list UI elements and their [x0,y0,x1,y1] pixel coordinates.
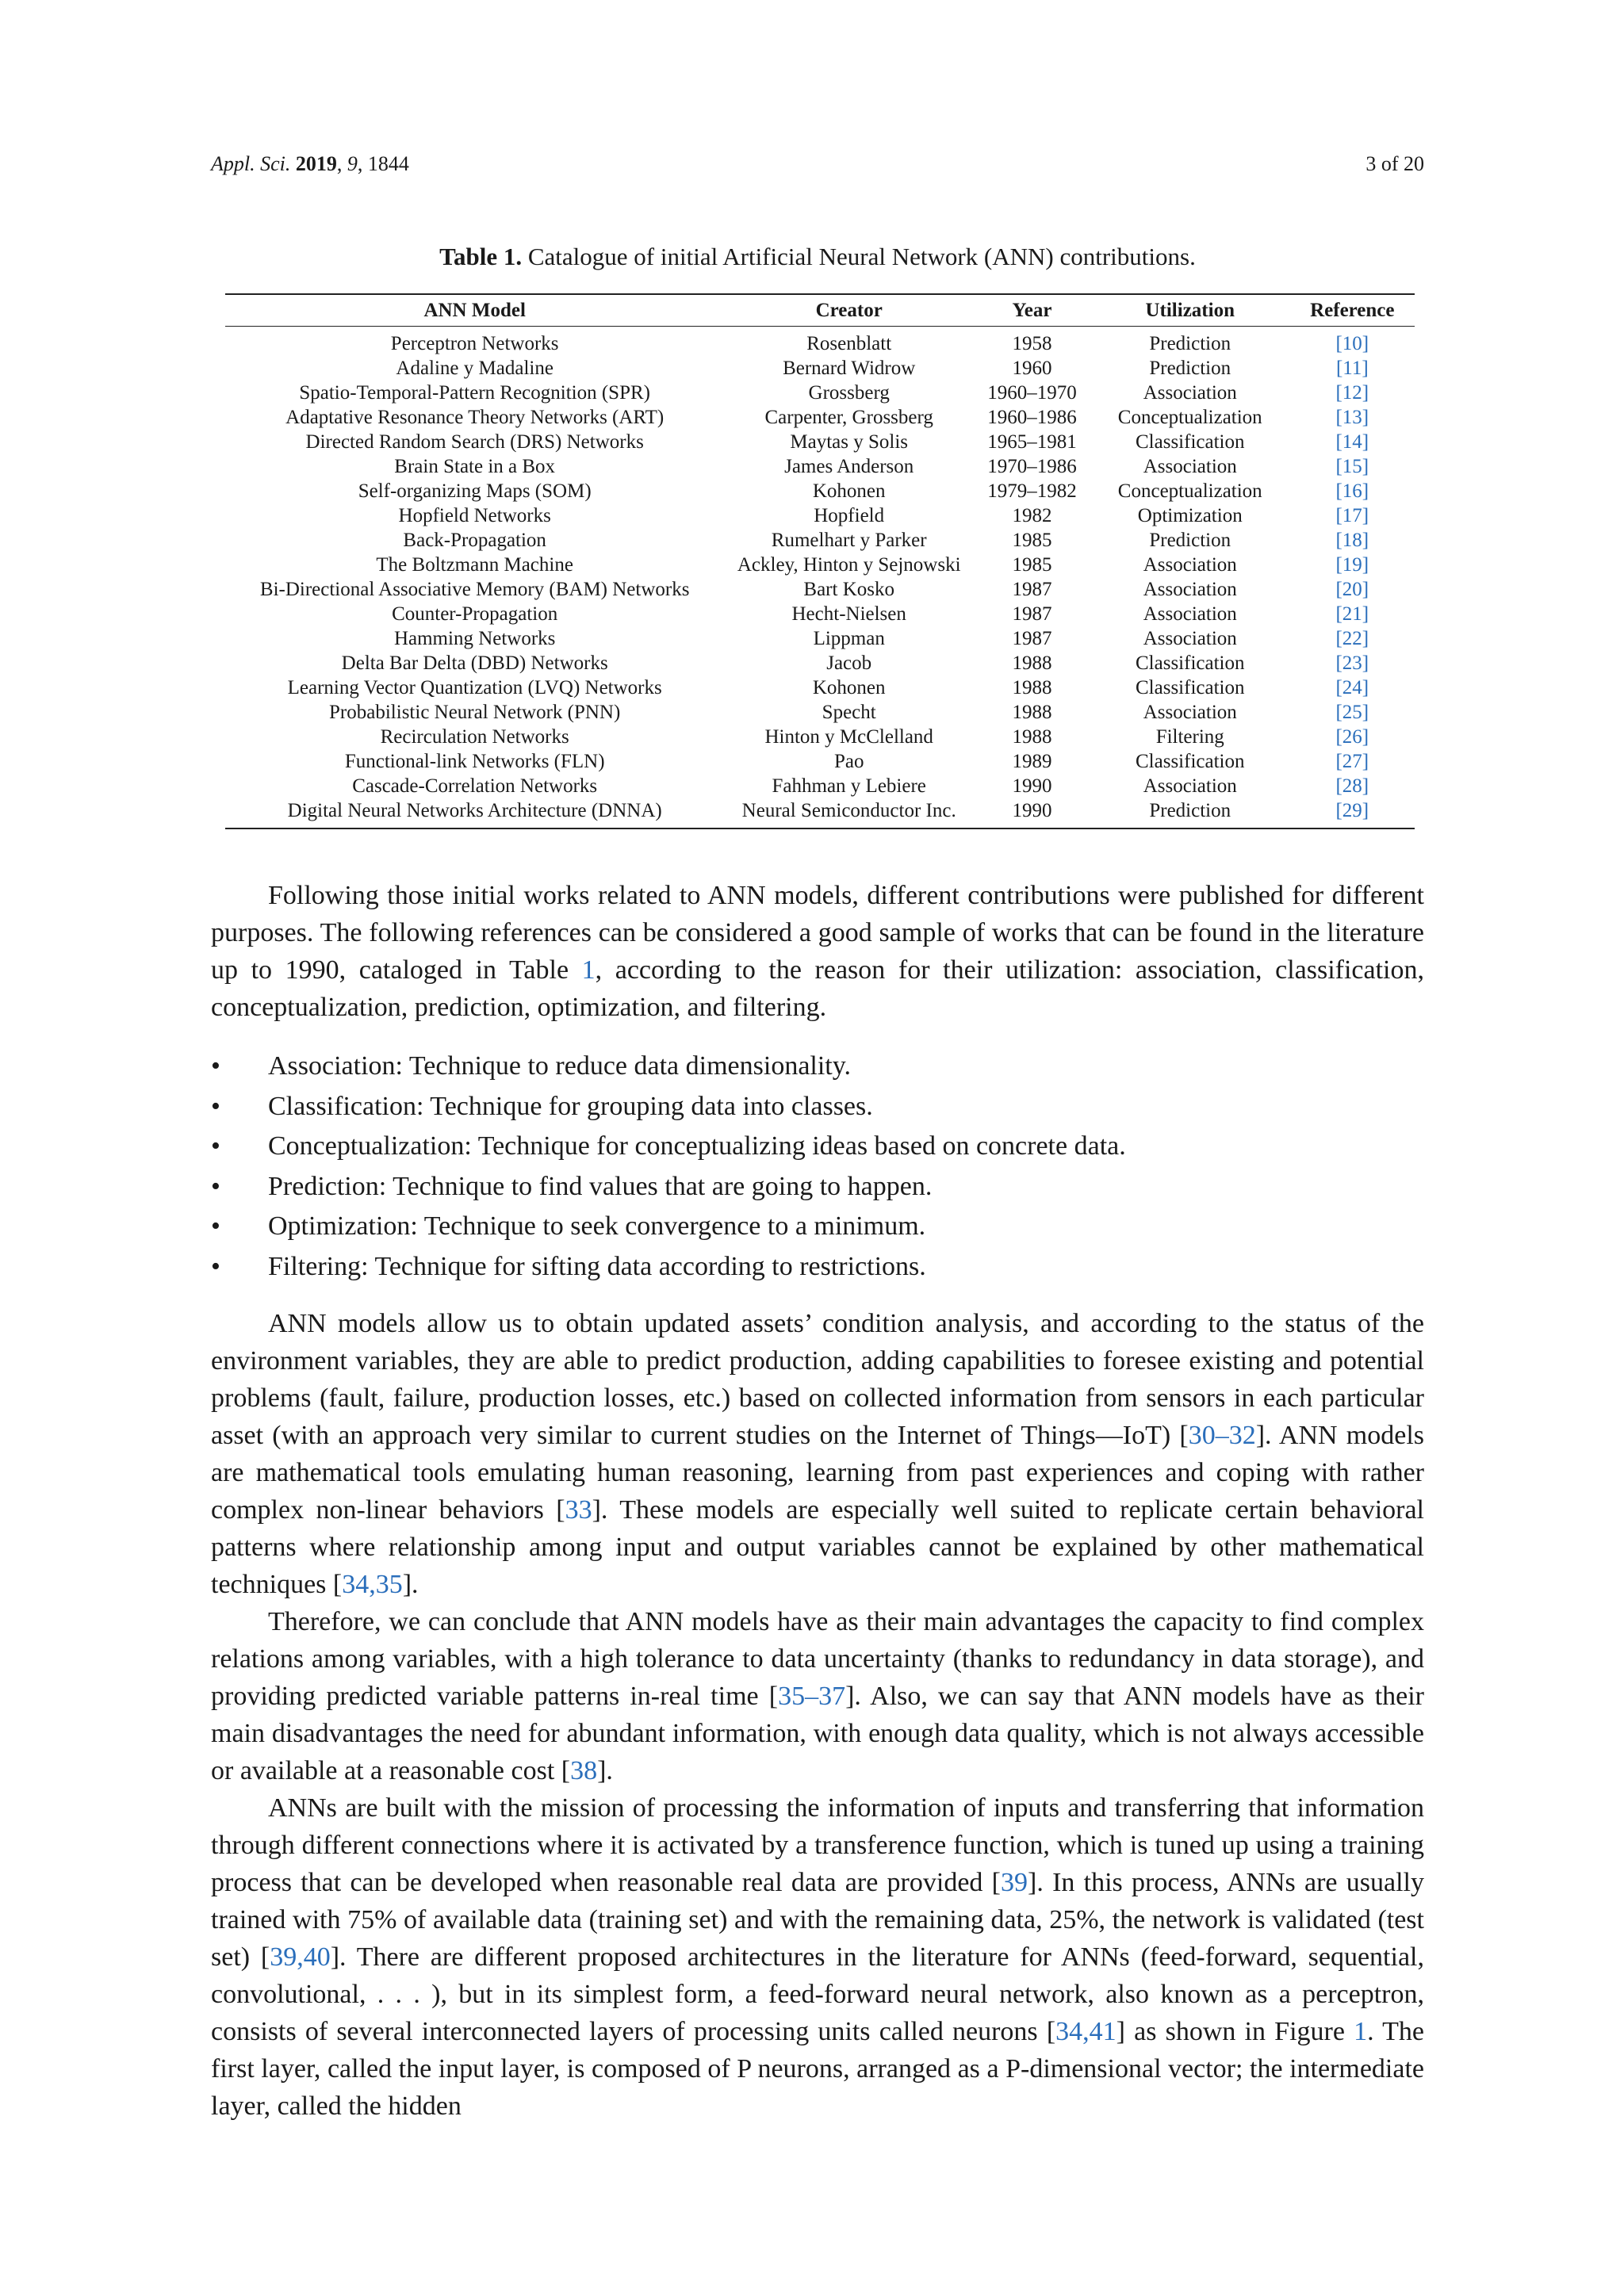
paragraph-text: ] as shown in Figure [1116,2017,1354,2046]
bullet-text: Classification: Technique for grouping data into classes. [268,1091,873,1121]
cell-utilization: Prediction [1149,800,1231,821]
utilization-bullet-list [211,1047,1424,1287]
cell-reference[interactable]: [23] [1335,652,1369,674]
cell-creator: Carpenter, Grossberg [764,407,933,428]
cell-model: Delta Bar Delta (DBD) Networks [341,652,608,674]
cell-creator: Kohonen [812,677,886,698]
journal-volume: 9 [347,152,358,175]
cell-reference[interactable]: [17] [1335,505,1369,526]
table-row [225,577,1415,602]
cell-utilization: Prediction [1149,530,1231,551]
bullet-symbol: • [211,1131,220,1161]
cell-reference[interactable]: [25] [1335,702,1369,723]
cell-reference[interactable]: [16] [1335,480,1369,502]
cell-reference[interactable]: [13] [1335,407,1369,428]
body-paragraphs [211,1305,1424,2125]
cell-utilization: Prediction [1149,358,1231,379]
cell-reference[interactable]: [26] [1335,726,1369,748]
cell-year: 1970–1986 [987,456,1077,477]
cell-utilization: Association [1143,702,1237,723]
cell-creator: Jacob [826,652,872,674]
cell-year: 1965–1981 [987,431,1077,453]
table-row [225,356,1415,381]
cell-creator: Hopfield [814,505,885,526]
cell-model: Counter-Propagation [392,603,558,625]
column-header-model: ANN Model [423,300,526,321]
cell-reference[interactable]: [22] [1335,628,1369,649]
cell-year: 1960–1986 [987,407,1077,428]
cell-year: 1958 [1012,333,1052,354]
table-row [225,798,1415,828]
paragraph-text: Following those initial works related to ANN models, different contributions were published for different purposes. The following references can be considered a good sample of works that can be found in the literature up to 1990, cataloged in Table [211,881,1424,985]
table-row [225,405,1415,430]
ann-contributions-table [225,293,1415,829]
cell-reference[interactable]: [18] [1335,530,1369,551]
cell-year: 1990 [1012,775,1052,797]
table-reference-link[interactable]: 1 [581,955,596,985]
bullet-text: Optimization: Technique to seek convergence to a minimum. [268,1211,926,1241]
paragraph-text: ]. These models are especially well suited to replicate certain behavioral patterns where relationship among input and output variables cannot be explained by other mathematical techniques [ [211,1495,1424,1599]
cell-model: Hopfield Networks [398,505,551,526]
cell-model: Self-organizing Maps (SOM) [358,480,592,502]
table-row [225,503,1415,528]
cell-model: Adaline y Madaline [396,358,553,379]
column-header-creator: Creator [815,300,883,321]
cell-utilization: Classification [1136,751,1245,772]
cell-creator: Ackley, Hinton y Sejnowski [737,554,961,576]
column-header-reference: Reference [1310,300,1395,321]
cell-creator: Lippman [813,628,885,649]
paragraph-ann-structure [211,1789,1424,2125]
cell-reference[interactable]: [20] [1335,579,1369,600]
cell-reference[interactable]: [14] [1335,431,1369,453]
cell-model: Cascade-Correlation Networks [352,775,598,797]
citation-link[interactable]: 39 [1001,1868,1028,1897]
bullet-item [211,1167,1424,1207]
column-header-year: Year [1012,300,1052,321]
table-row [225,528,1415,553]
cell-model: Back-Propagation [403,530,546,551]
table-row [225,479,1415,503]
bullet-symbol: • [211,1171,220,1201]
citation-link[interactable]: 34,35 [342,1570,403,1599]
cell-creator: Bernard Widrow [783,358,916,379]
cell-year: 1982 [1012,505,1052,526]
cell-creator: Specht [822,702,876,723]
cell-model: Brain State in a Box [394,456,556,477]
cell-creator: Hecht-Nielsen [791,603,906,625]
cell-reference[interactable]: [29] [1335,800,1369,821]
cell-utilization: Association [1143,628,1237,649]
bullet-text: Prediction: Technique to find values that are going to happen. [268,1171,933,1201]
journal-name: Appl. Sci. [211,152,291,175]
bullet-symbol: • [211,1051,220,1081]
cell-year: 1960–1970 [987,382,1077,404]
cell-reference[interactable]: [12] [1335,382,1369,404]
citation-link[interactable]: 30–32 [1188,1421,1256,1450]
cell-utilization: Association [1143,382,1237,404]
bullet-text: Filtering: Technique for sifting data according to restrictions. [268,1251,926,1281]
bullet-item [211,1127,1424,1167]
cell-reference[interactable]: [24] [1335,677,1369,698]
cell-model: Adaptative Resonance Theory Networks (ART) [285,407,665,428]
cell-creator: Grossberg [808,382,890,404]
table-row [225,602,1415,626]
cell-model: Bi-Directional Associative Memory (BAM) Networks [259,579,690,600]
running-header: Appl. Sci. 2019, 9, 1844 3 of 20 [211,152,1424,175]
cell-creator: Rumelhart y Parker [771,530,927,551]
citation-link[interactable]: 38 [570,1756,598,1785]
cell-creator: Neural Semiconductor Inc. [741,800,956,821]
cell-creator: Rosenblatt [806,333,892,354]
cell-reference[interactable]: [11] [1335,358,1369,379]
cell-creator: Pao [833,751,864,772]
paragraph-text: . The first layer, called the input layer, is composed of P neurons, arranged as a P-dimensional vector; the intermediate layer, called the hidden [211,2017,1424,2121]
cell-utilization: Classification [1136,652,1245,674]
table-body [225,327,1415,829]
paragraph-ann-models [211,1305,1424,1603]
table-row [225,725,1415,749]
cell-reference[interactable]: [21] [1335,603,1369,625]
cell-creator: Kohonen [812,480,886,502]
paragraph-text: ANNs are built with the mission of processing the information of inputs and transferring that information through different connections where it is activated by a transference function, which is tuned up using a training process that can be developed when reasonable real data are provided [ [211,1793,1424,1897]
cell-creator: Bart Kosko [803,579,894,600]
table-caption [211,243,1424,271]
cell-year: 1988 [1012,652,1052,674]
paragraph-text: ]. Also, we can say that ANN models have as their main disadvantages the need for abundant information, with enough data quality, which is not always accessible or available at a reasonable cost [ [211,1682,1424,1785]
table-row [225,774,1415,798]
cell-year: 1960 [1012,358,1052,379]
article-number: 1844 [367,152,409,175]
cell-model: Recirculation Networks [380,726,569,748]
column-header-utilization: Utilization [1145,300,1235,321]
citation-link[interactable]: 33 [565,1495,592,1525]
cell-year: 1979–1982 [987,480,1077,502]
cell-year: 1985 [1012,554,1052,576]
cell-model: The Boltzmann Machine [376,554,573,576]
cell-utilization: Association [1143,579,1237,600]
bullet-symbol: • [211,1251,220,1281]
cell-model: Functional-link Networks (FLN) [344,751,605,772]
paragraph-text: ]. [597,1756,613,1785]
cell-model: Hamming Networks [393,628,556,649]
citation-link[interactable]: 35–37 [778,1682,846,1711]
cell-utilization: Association [1143,775,1237,797]
cell-utilization: Association [1143,456,1237,477]
figure-reference-link[interactable]: 1 [1354,2017,1368,2046]
cell-model: Probabilistic Neural Network (PNN) [329,702,621,723]
table-row [225,553,1415,577]
cell-year: 1987 [1012,579,1052,600]
cell-utilization: Association [1143,603,1237,625]
cell-reference[interactable]: [28] [1335,775,1369,797]
table-label: Table 1. [439,243,523,270]
cell-model: Learning Vector Quantization (LVQ) Networks [287,677,662,698]
cell-year: 1987 [1012,628,1052,649]
table-row [225,675,1415,700]
cell-reference[interactable]: [27] [1335,751,1369,772]
paragraph-text: , according to the reason for their utilization: association, classification, conceptualization, prediction, optimization, and filtering. [211,955,1424,1022]
cell-creator: Maytas y Solis [790,431,908,453]
cell-year: 1988 [1012,726,1052,748]
journal-year: 2019 [295,152,337,175]
cell-utilization: Optimization [1137,505,1243,526]
citation-link[interactable]: 39,40 [270,1942,331,1972]
paragraph-text: ]. ANN models are mathematical tools emulating human reasoning, learning from past experiences and coping with rather complex non-linear behaviors [ [211,1421,1424,1525]
cell-model: Spatio-Temporal-Pattern Recognition (SPR) [299,382,650,404]
cell-year: 1987 [1012,603,1052,625]
cell-model: Perceptron Networks [390,333,559,354]
cell-creator: James Anderson [784,456,914,477]
cell-model: Directed Random Search (DRS) Networks [305,431,644,453]
bullet-item [211,1087,1424,1127]
cell-utilization: Classification [1136,431,1245,453]
table-row [225,651,1415,675]
paragraph-intro [211,877,1424,1026]
cell-reference[interactable]: [10] [1335,333,1369,354]
cell-year: 1988 [1012,677,1052,698]
table-row [225,381,1415,405]
cell-reference[interactable]: [15] [1335,456,1369,477]
bullet-item [211,1207,1424,1247]
cell-utilization: Classification [1136,677,1245,698]
table-header-row [225,294,1415,327]
table-row [225,454,1415,479]
paragraph-text: ANN models allow us to obtain updated assets’ condition analysis, and according to the status of the environment variables, they are able to predict production, adding capabilities to foresee existing and potential problems (fault, failure, production losses, etc.) based on collected information from sensors in each particular asset (with an approach very similar to current studies on the Internet of Things—IoT) [ [211,1309,1424,1450]
table-row [225,626,1415,651]
cell-year: 1990 [1012,800,1052,821]
bullet-item [211,1247,1424,1288]
table-row [225,327,1415,357]
page-number: 3 of 20 [1365,152,1424,175]
cell-utilization: Conceptualization [1117,407,1262,428]
bullet-symbol: • [211,1211,220,1241]
paragraph-advantages [211,1603,1424,1789]
paragraph-text: ]. [402,1570,419,1599]
cell-year: 1988 [1012,702,1052,723]
cell-utilization: Prediction [1149,333,1231,354]
bullet-text: Conceptualization: Technique for conceptualizing ideas based on concrete data. [268,1131,1126,1161]
paragraph-text: ]. There are different proposed architectures in the literature for ANNs (feed-forward, sequential, convolutional, . . . ), but in its simplest form, a feed-forward neural network, also known as a perceptron, consists of several interconnected layers of processing units called neurons [ [211,1942,1424,2046]
cell-reference[interactable]: [19] [1335,554,1369,576]
cell-year: 1985 [1012,530,1052,551]
table-row [225,749,1415,774]
cell-model: Digital Neural Networks Architecture (DNNA) [287,800,662,821]
table-row [225,430,1415,454]
cell-utilization: Association [1143,554,1237,576]
bullet-symbol: • [211,1091,220,1121]
cell-creator: Hinton y McClelland [764,726,933,748]
cell-utilization: Filtering [1155,726,1224,748]
paragraph-text: Therefore, we can conclude that ANN models have as their main advantages the capacity to find complex relations among variables, with a high tolerance to data uncertainty (thanks to redundancy in data storage), and providing predicted variable patterns in-real time [ [211,1607,1424,1711]
bullet-text: Association: Technique to reduce data dimensionality. [268,1051,852,1081]
citation-link[interactable]: 34,41 [1055,2017,1116,2046]
cell-utilization: Conceptualization [1117,480,1262,502]
cell-creator: Fahhman y Lebiere [772,775,926,797]
cell-year: 1989 [1012,751,1052,772]
table-caption-text: Catalogue of initial Artificial Neural Network (ANN) contributions. [527,243,1196,270]
paragraph-text: ]. In this process, ANNs are usually trained with 75% of available data (training set) and with the remaining data, 25%, the network is validated (test set) [ [211,1868,1424,1972]
table-row [225,700,1415,725]
bullet-item [211,1047,1424,1087]
